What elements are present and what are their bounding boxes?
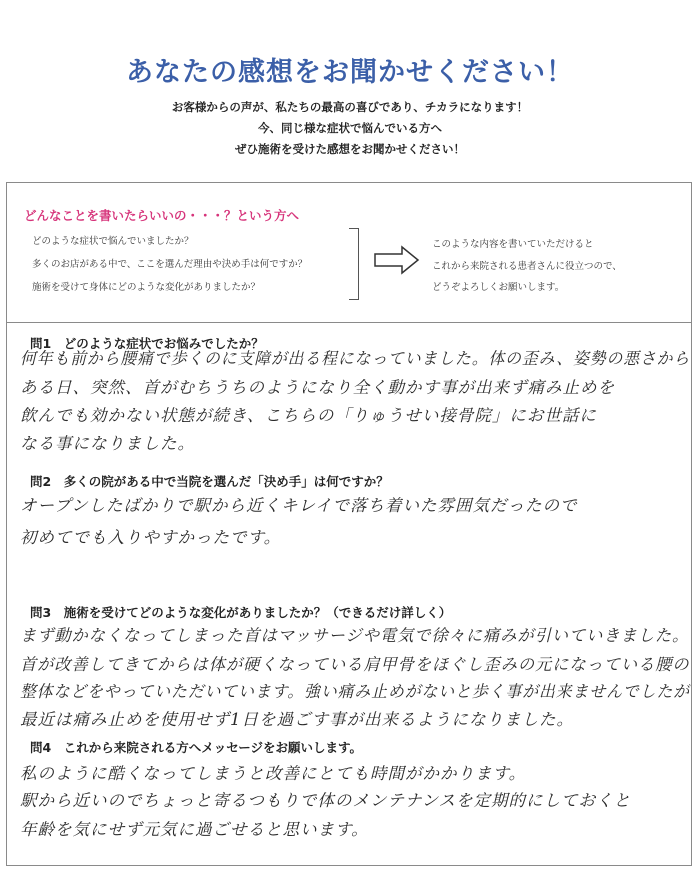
header-line-2: 今、同じ様な症状で悩んでいる方へ xyxy=(258,121,442,135)
guide-divider xyxy=(6,322,692,323)
answer-4-line: 年齢を気にせず元気に過ごせると思います。 xyxy=(20,820,369,839)
answer-3-line: まず動かなくなってしまった首はマッサージや電気で徐々に痛みが引いていきました。 xyxy=(20,626,690,645)
answer-3-line: 最近は痛み止めを使用せず1日を過ごす事が出来るようになりました。 xyxy=(20,710,574,729)
question-4-label: 問4 これから来院される方へメッセージをお願いします。 xyxy=(30,740,362,755)
answer-4-line: 駅から近いのでちょっと寄るつもりで体のメンテナンスを定期的にしておくと xyxy=(20,791,632,810)
answer-2-line: 初めてでも入りやすかったです。 xyxy=(20,528,282,547)
answer-1-line: なる事になりました。 xyxy=(20,434,195,453)
answer-4-line: 私のように酷くなってしまうと改善にとても時間がかかります。 xyxy=(20,764,527,783)
answer-1-line: ある日、突然、首がむちうちのようになり全く動かす事が出来ず痛み止めを xyxy=(20,378,615,397)
guide-bracket xyxy=(349,228,359,300)
guide-right-line-1: このような内容を書いていただけると xyxy=(432,239,594,250)
header-line-1: お客様からの声が、私たちの最高の喜びであり、チカラになります！ xyxy=(171,100,529,114)
question-2-label: 問2 多くの院がある中で当院を選んだ「決め手」は何ですか？ xyxy=(30,474,389,489)
answer-1-line: 何年も前から腰痛で歩くのに支障が出る程になっていました。体の歪み、姿勢の悪さから xyxy=(20,349,691,368)
answer-3-line: 首が改善してきてからは体が硬くなっている肩甲骨をほぐし歪みの元になっている腰の xyxy=(20,655,690,674)
guide-right-line-2: これから来院される患者さんに役立つので、 xyxy=(432,261,622,272)
page-title: あなたの感想をお聞かせください！ xyxy=(126,57,574,88)
answer-1-line: 飲んでも効かない状態が続き、こちらの「りゅうせい接骨院」にお世話に xyxy=(20,406,597,425)
guide-question-1: どのような症状で悩んでいましたか？ xyxy=(32,236,194,247)
header-line-3: ぜひ施術を受けた感想をお聞かせください！ xyxy=(235,142,465,156)
guide-heading: どんなことを書いたらいいの・・・？という方へ xyxy=(24,208,300,223)
guide-question-3: 施術を受けて身体にどのような変化がありましたか？ xyxy=(32,282,261,293)
question-1-label: 問1 どのような症状でお悩みでしたか？ xyxy=(30,336,264,351)
answer-2-line: オープンしたばかりで駅から近くキレイで落ち着いた雰囲気だったので xyxy=(20,496,578,515)
question-3-label: 問3 施術を受けてどのような変化がありましたか？（できるだけ詳しく） xyxy=(30,605,452,620)
answer-3-line: 整体などをやっていただいています。強い痛み止めがないと歩く事が出来ませんでしたが xyxy=(20,682,691,701)
guide-question-2: 多くのお店がある中で、ここを選んだ理由や決め手は何ですか？ xyxy=(32,259,308,270)
right-arrow-icon xyxy=(374,245,420,275)
guide-right-line-3: どうぞよろしくお願いします。 xyxy=(432,282,565,293)
